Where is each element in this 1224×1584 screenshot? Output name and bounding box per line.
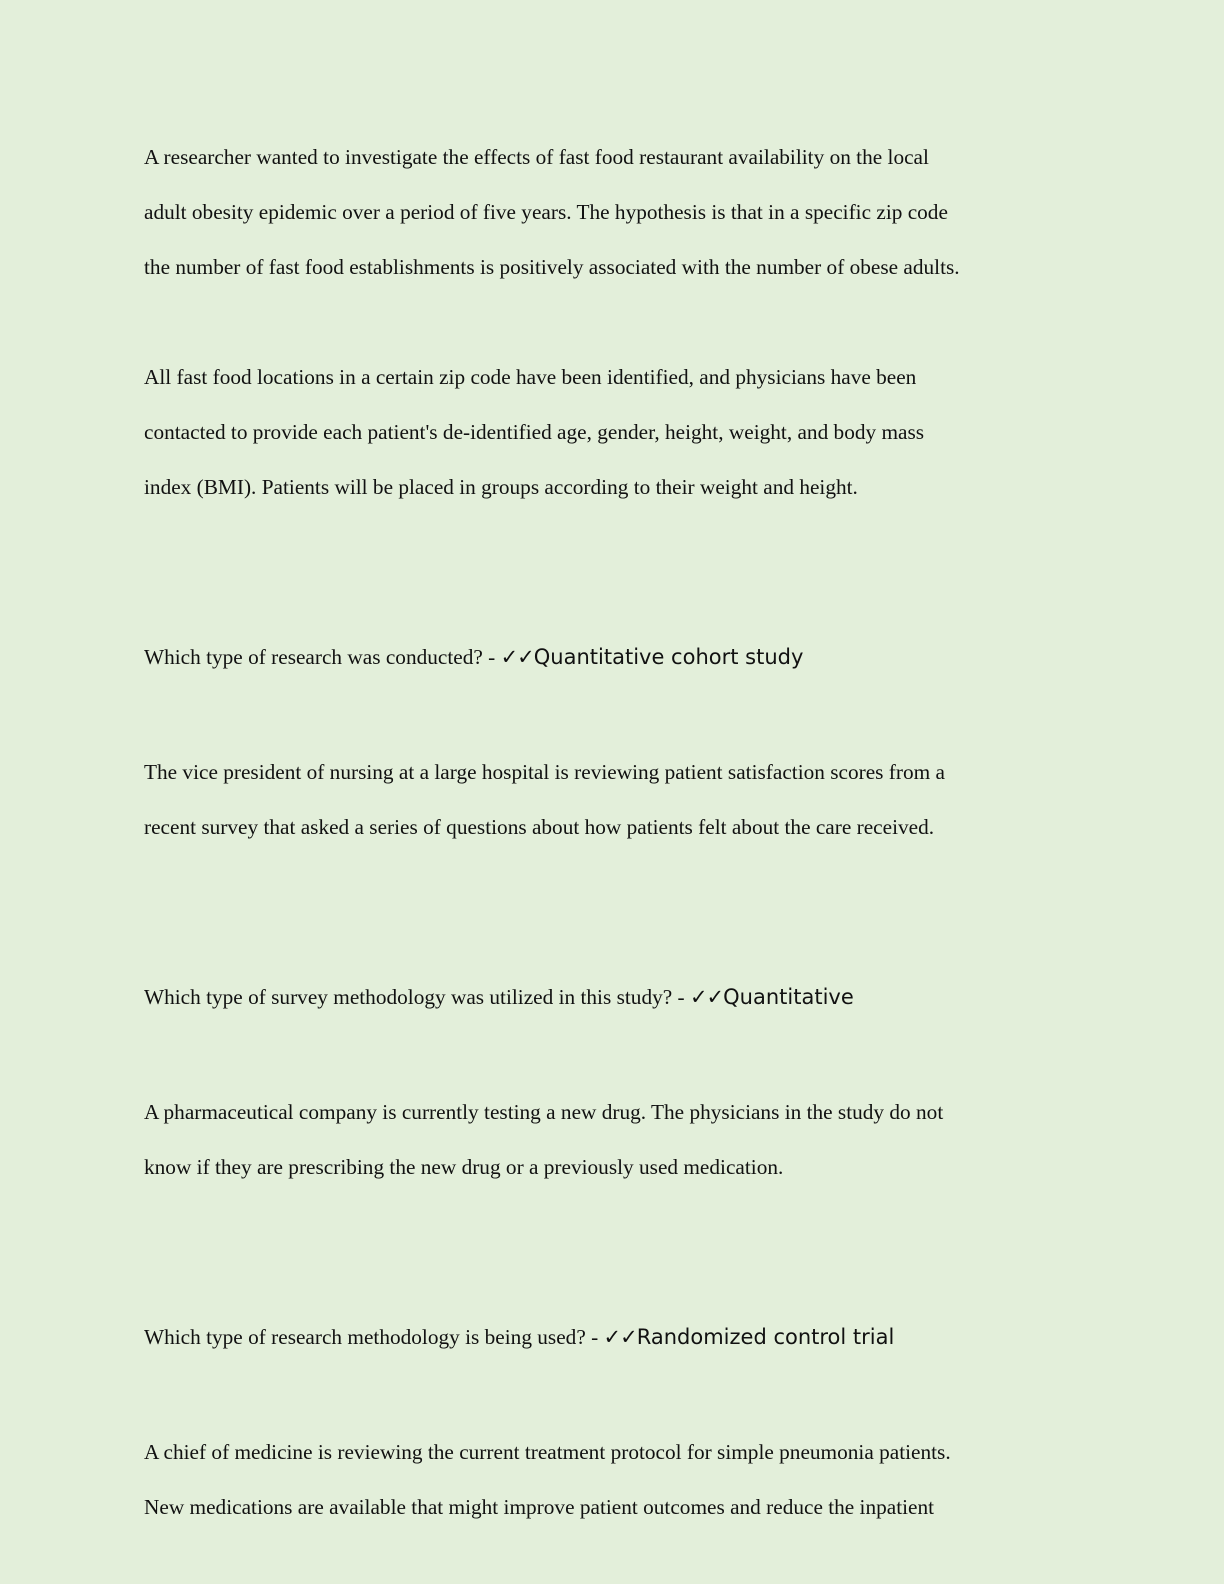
double-check-icon: ✓✓ bbox=[500, 645, 534, 669]
paragraph-spacer bbox=[144, 1025, 1080, 1085]
question-answer-3 bbox=[144, 1255, 1080, 1365]
question-answer-1 bbox=[144, 575, 1080, 685]
scenario-paragraph-5: A chief of medicine is reviewing the current treatment protocol for simple pneumonia patients. New medications are available that might improve patient outcomes and reduce the inpatient bbox=[144, 1440, 951, 1519]
paragraph-spacer bbox=[144, 685, 1080, 745]
question-text: Which type of research was conducted? - bbox=[144, 645, 501, 669]
question-answer-2 bbox=[144, 915, 1080, 1025]
scenario-paragraph-1: A researcher wanted to investigate the effects of fast food restaurant availability on the local adult obesity epidemic over a period of five years. The hypothesis is that in a specific zip code the number of fast food establishments is positively associated with the number of obese adults. bbox=[144, 145, 960, 279]
paragraph-spacer bbox=[144, 855, 1080, 915]
question-text: Which type of research methodology is being used? - bbox=[144, 1325, 604, 1349]
paragraph-spacer bbox=[144, 1195, 1080, 1255]
answer-text: Randomized control trial bbox=[636, 1325, 895, 1349]
paragraph-spacer bbox=[144, 1365, 1080, 1425]
scenario-paragraph-2: All fast food locations in a certain zip code have been identified, and physicians have been contacted to provide each patient's de-identified age, gender, height, weight, and body mass index (BMI). Patients will be placed in groups according to their weight and height. bbox=[144, 365, 925, 499]
document-body bbox=[144, 130, 1080, 1535]
answer-text: Quantitative bbox=[723, 985, 854, 1009]
paragraph-spacer bbox=[144, 515, 1080, 575]
paragraph-spacer bbox=[144, 295, 1080, 350]
double-check-icon: ✓✓ bbox=[603, 1325, 637, 1349]
question-text: Which type of survey methodology was utilized in this study? - bbox=[144, 985, 690, 1009]
scenario-paragraph-4: A pharmaceutical company is currently testing a new drug. The physicians in the study do not know if they are prescribing the new drug or a previously used medication. bbox=[144, 1100, 944, 1179]
answer-text: Quantitative cohort study bbox=[533, 645, 804, 669]
double-check-icon: ✓✓ bbox=[689, 985, 724, 1009]
scenario-paragraph-3: The vice president of nursing at a large hospital is reviewing patient satisfaction scores from a recent survey that asked a series of questions about how patients felt about the care received. bbox=[144, 760, 945, 839]
